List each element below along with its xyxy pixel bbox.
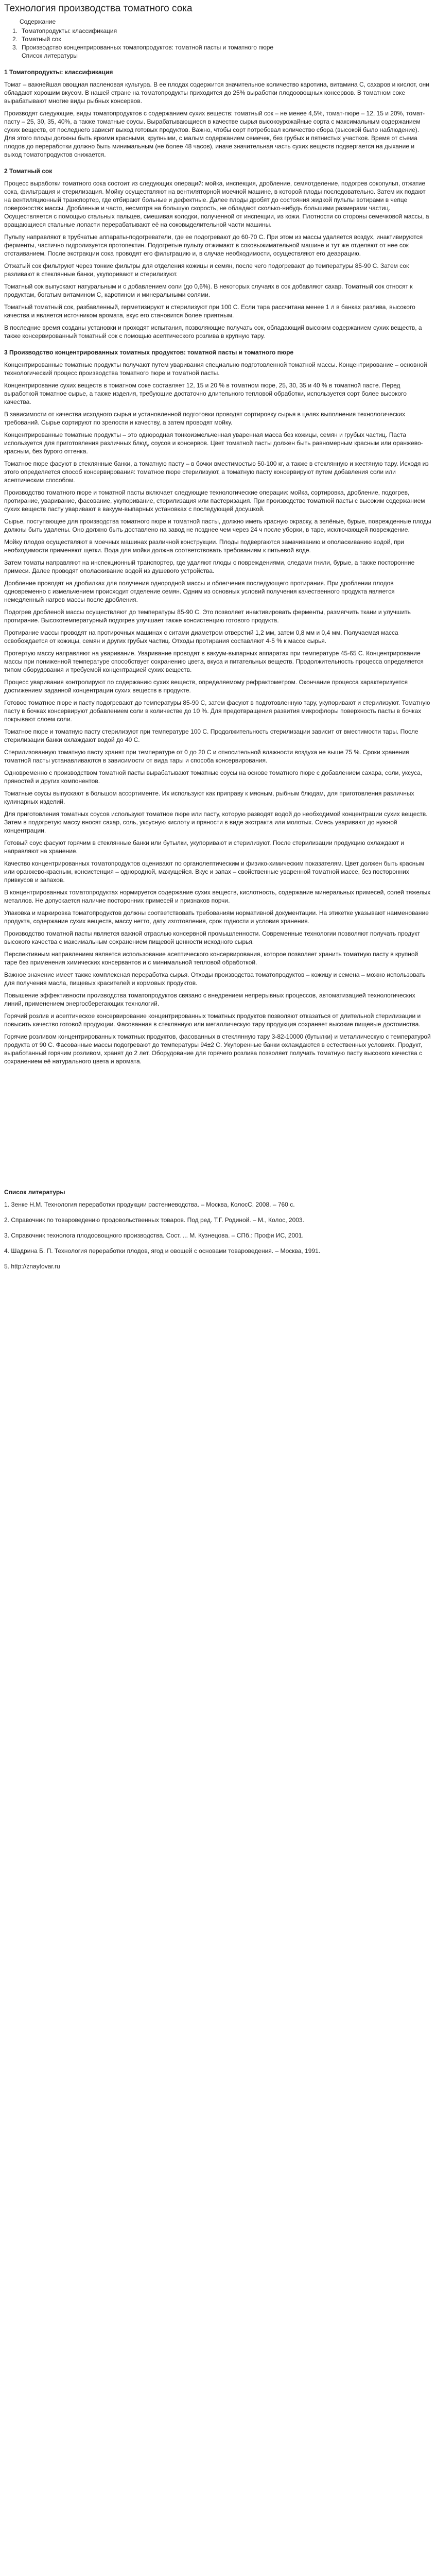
paragraph: Упаковка и маркировка томатопродуктов должны соответствовать требованиям нормативной документации. На этикетке указывают наименование продукта, содержание сухих веществ, массу нетто, дату изготовления, срок годности и условия хранения. [4, 909, 429, 925]
section-heading: 1 Томатопродукты: классификация [4, 69, 113, 76]
section-heading: 2 Томатный сок [4, 167, 53, 175]
toc-item[interactable] [12, 35, 432, 43]
section [4, 348, 432, 1065]
toc-item-references[interactable]: Список литературы [22, 52, 78, 59]
table-of-contents [12, 18, 432, 60]
toc-list [12, 27, 432, 52]
paragraph: Производство томатной пасты является важной отраслью консервной промышленности. Современные технологии позволяют получать продукт высокого качества с максимальным сохранением пищевой ценности исходного сырья. [4, 930, 420, 945]
paragraph: Горячие розливом концентрированных томатных продуктов, фасованных в стеклянную тару 3-82-10000 (бутылки) и металлическую с температурой продукта от 90 С. Фасованные массы подогревают до температуры 94±2 С. Укупоренные банки охлаждаются в естественных условиях. Продукт, выработанный горячим розливом, хранят до 2 лет. Оборудование для горячего розлива позволяет получать томатную пасту высокого качества с сохранением её натурального цвета и аромата. [4, 1033, 431, 1065]
paragraph: Процесс уваривания контролируют по содержанию сухих веществ, определяемому рефрактометром. Окончание процесса характеризуется достижением заданной концентрации сухих веществ в продукте. [4, 679, 408, 694]
toc-item[interactable] [12, 43, 432, 52]
paragraph: Концентрирование сухих веществ в томатном соке составляет 12, 15 и 20 % в томатном пюре, 25, 30, 35 и 40 % в томатной пасте. Перед выработкой томатное сырье, а также изделия, требующие достаточно длительного тепловой обработки, используется сорт более высокого качества. [4, 382, 407, 405]
paragraph: Подогрев дробленой массы осуществляют до температуры 85-90 С. Это позволяет инактивировать ферменты, размягчить ткани и улучшить протирание. Высокотемпературный подогрев улучшает также консистенцию готового продукта. [4, 608, 411, 624]
reference-item: 4. Шадрина Б. П. Технология переработки плодов, ягод и овощей с основами товароведения. – Москва, 1991. [4, 1247, 321, 1255]
toc-item-number: 3. [12, 44, 18, 51]
reference-item[interactable]: 5. http://znaytovar.ru [4, 1263, 60, 1270]
toc-item-label: Томатопродукты: классификация [22, 27, 117, 35]
paragraph: Затем томаты направляют на инспекционный транспортер, где удаляют плоды с повреждениями, следами гнили, бурые, а также посторонние примеси. Далее проводят ополаскивание водой из душевого устройства. [4, 559, 415, 574]
paragraph: В последние время созданы установки и проходят испытания, позволяющие получать сок, обладающий высоким содержанием сухих веществ, а также консервированный томатный сок с помощью асептического розлива в крупную тару. [4, 324, 422, 340]
paragraph: Томатный сок выпускают натуральным и с добавлением соли (до 0,6%). В некоторых случаях в сок добавляют сахар. Томатный сок относят к продуктам, богатым витамином С, каротином и минеральными солями. [4, 283, 413, 298]
paragraph: Томат – важнейшая овощная пасленовая культура. В ее плодах содержится значительное количество каротина, витамина С, сахаров и кислот, они обладают хорошим вкусом. В нашей стране на томатопродукты приходится до 25% выработки плодоовощных консервов. В томатном соке вырабатывают многие виды рыбных консервов. [4, 81, 429, 105]
reference-item: 2. Справочник по товароведению продовольственных товаров. Под ред. Т.Г. Родиной. – М., Колос, 2003. [4, 1216, 304, 1224]
paragraph: Горячий розлив и асептическое консервирование концентрированных томатных продуктов позволяют отказаться от длительной стерилизации и повысить качество готовой продукции. Фасованная в стеклянную или металлическую тару продукция сохраняет высокие пищевые достоинства. [4, 1012, 421, 1028]
paragraph: Процесс выработки томатного сока состоит из следующих операций: мойка, инспекция, дробление, семяотделение, подогрев сокопульп, отжатие сока, фильтрация и стерилизация. Мойку осуществляют на вентиляторной моечной машине, в которой плоды последовательно. Затем их подают на вентиляционный транспортер, где отбирают больные и дефектные. Далее плоды дробят до состояния жидкой пульпы вотирами в чепце поверхностях массы. Дробленые и часто, несмотря на большую скорость, не обладают сколько-нибудь большими размерами частиц. Осуществляется с помощью стальных пальцев, смешивая колодки, полученной от инспекции, из кожи. Плотности со стороны семечковой массы, а вращающиеся стальные лопасти перерабатывают её на соковыделительной части машины. [4, 180, 429, 228]
paragraph: В зависимости от качества исходного сырья и установленной подготовки проводят сортировку сырья в целях выполнения технологических требований. Сырье сортируют по зрелости и качеству, а затем проводят мойку. [4, 411, 406, 426]
paragraph: Одновременно с производством томатной пасты вырабатывают томатные соусы на основе томатного пюре с добавлением сахара, соли, уксуса, пряностей и других компонентов. [4, 769, 423, 785]
paragraph: Повышение эффективности производства томатопродуктов связано с внедрением непрерывных процессов, автоматизацией технологических линий, применением энергосберегающих технологий. [4, 992, 415, 1007]
paragraph: Концентрированные томатные продукты получают путем уваривания специально подготовленной томатной массы. Концентрирование – основной технологический процесс производства томатного пюре и томатной пасты. [4, 361, 427, 377]
references-list [4, 1200, 432, 1270]
paragraph: Дробление проводят на дробилках для получения однородной массы и облегчения последующего протирания. При дроблении плодов одновременно с измельчением происходит отделение семян. Одним из основных условий получения качественного продукта является немедленный нагрев массы после дробления. [4, 580, 395, 603]
paragraph: Протертую массу направляют на уваривание. Уваривание проводят в вакуум-выпарных аппаратах при температуре 45-65 С. Концентрирование массы при пониженной температуре способствует сохранению цвета, вкуса и питательных веществ. Продолжительность процесса определяется типом оборудования и требуемой концентрацией сухих веществ. [4, 650, 424, 673]
section-heading: 3 Производство концентрированных томатных продуктов: томатной пасты и томатного пюре [4, 349, 294, 356]
paragraph: Сырье, поступающее для производства томатного пюре и томатной пасты, должно иметь красную окраску, а зелёные, бурые, поврежденные плоды должны быть удалены. Оно должно быть доставлено на завод не позднее чем через 24 ч после уборки, в таре, исключающей повреждение. [4, 518, 431, 533]
reference-item: 1. Зенке Н.М. Технология переработки продукции растениеводства. – Москва, КолосС, 2008. – 760 с. [4, 1201, 295, 1208]
section [4, 68, 432, 159]
paragraph: Качество концентрированных томатопродуктов оценивают по органолептическим и физико-химическим показателям. Цвет должен быть красным или оранжево-красным, консистенция – однородной, мажущейся. Вкус и запах – свойственные уваренной томатной массе, без посторонних привкусов и запахов. [4, 860, 425, 884]
paragraph: Производят следующие, виды томатопродуктов с содержанием сухих веществ: томатный сок – не менее 4,5%, томат-пюре – 12, 15 и 20%, томат-пасту – 25, 30, 35, 40%, а также томатные соусы. Вырабатывающиеся в качестве сырья высокоурожайные сорта с максимальным содержанием сухих веществ, от последнего зависит выход готовых продуктов. Важно, чтобы сорт потребовал количество сбора (высокой было наблюдение). Для этого плоды должны быть яркими красными, крупными, с малым содержанием семечек, без грубых и пятнистых участков. Время от съема плодов до переработки должно быть минимальным (не более 48 часов), иначе значительная часть сухих веществ подвергается на дыхание и выход томатопродуктов снижается. [4, 110, 425, 158]
paragraph: Томатные соусы выпускают в большом ассортименте. Их используют как приправу к мясным, рыбным блюдам, для приготовления различных кулинарных изделий. [4, 790, 414, 805]
paragraph: Томатное пюре фасуют в стеклянные банки, а томатную пасту – в бочки вместимостью 50-100 кг, а также в стеклянную и жестяную тару. Исходя из этого определяется способ консервирования: томатное пюре стерилизуют, а томатную пасту консервируют путем добавления соли или асептическим способом. [4, 460, 429, 484]
toc-item-number: 2. [12, 36, 18, 43]
paragraph: Готовое томатное пюре и пасту подогревают до температуры 85-90 С, затем фасуют в подготовленную тару, укупоривают и стерилизуют. Томатную пасту в бочках консервируют добавлением соли в количестве до 10 %. Для предотвращения развития микрофлоры поверхность пасты в бочках покрывают слоем соли. [4, 699, 430, 723]
page-title: Технология производства томатного сока [4, 3, 193, 14]
paragraph: Отжатый сок фильтруют через тонкие фильтры для отделения кожицы и семян, после чего подогревают до температуры 85-90 С. Затем сок разливают в стеклянные банки, укупоривают и стерилизуют. [4, 262, 409, 278]
references-heading: Список литературы [4, 1189, 65, 1196]
toc-item-number: 1. [12, 27, 18, 35]
section [4, 167, 432, 340]
paragraph: Важное значение имеет также комплексная переработка сырья. Отходы производства томатопродуктов – кожицу и семена – можно использовать для получения масла, пищевых красителей и кормовых продуктов. [4, 971, 426, 987]
page-gap [4, 1070, 432, 1188]
toc-caption: Содержание [20, 18, 56, 25]
paragraph: Томатное пюре и томатную пасту стерилизуют при температуре 100 С. Продолжительность стерилизации зависит от вместимости тары. После стерилизации банки охлаждают водой до 40 С. [4, 728, 418, 743]
references-section [4, 1188, 432, 1270]
paragraph: Производство томатного пюре и томатной пасты включает следующие технологические операции: мойка, сортировка, дробление, подогрев, протирание, уваривание, фасование, укупоривание, стерилизация или пастеризация. При производстве томатной пасты с высоким содержанием сухих веществ пасту уваривают в вакуум-выпарных установках с последующей досушкой. [4, 489, 425, 513]
paragraph: Стерилизованную томатную пасту хранят при температуре от 0 до 20 С и относительной влажности воздуха не выше 75 %. Сроки хранения томатной пасты устанавливаются в зависимости от вида тары и способа консервирования. [4, 749, 409, 764]
toc-item-label: Производство концентрированных томатопродуктов: томатной пасты и томатного пюре [22, 44, 274, 51]
reference-item: 3. Справочник технолога плодоовощного производства. Сост. ... М. Кузнецова. – СПб.: Профи ИС, 2001. [4, 1232, 304, 1239]
paragraph: Пульпу направляют в трубчатые аппараты-подогреватели, где ее подогревают до 60-70 С. При этом из массы удаляется воздух, инактивируются ферменты, частично гидролизуется протопектин. Подогретые пульпу отжимают в соковыжимательной машине и тут же отделяют от нее сок отстаиванием. После экстракции сока проводят его фильтрацию и, в случае необходимости, осуществляют его деаэрацию. [4, 233, 423, 257]
paragraph: Томатный томатный сок, разбавленный, герметизируют и стерилизуют при 100 С. Если тара рассчитана менее 1 л в банках разлива, высокого качества и является источником аромата, вкус его становится более приятным. [4, 303, 415, 319]
paragraph: Для приготовления томатных соусов используют томатное пюре или пасту, которую разводят водой до необходимой концентрации сухих веществ. Затем в подогретую массу вносят сахар, соль, уксусную кислоту и пряности в виде экстракта или молотых. Смесь уваривают до нужной концентрации. [4, 810, 428, 834]
paragraph: В концентрированных томатопродуктах нормируется содержание сухих веществ, кислотность, содержание минеральных примесей, солей тяжелых металлов. Не допускается наличие посторонних примесей и признаков порчи. [4, 889, 431, 904]
paragraph: Готовый соус фасуют горячим в стеклянные банки или бутылки, укупоривают и стерилизуют. После стерилизации продукцию охлаждают и направляют на хранение. [4, 839, 404, 855]
toc-item-label: Томатный сок [22, 36, 61, 43]
toc-item[interactable] [12, 27, 432, 35]
article-body [4, 68, 432, 1065]
paragraph: Концентрированные томатные продукты – это однородная тонкоизмельченная уваренная масса без кожицы, семян и грубых частиц. Паста используется для приготовления различных блюд, соусов и консервов. Цвет томатной пасты должен быть равномерным красным или оранжево-красным, без бурого оттенка. [4, 431, 423, 455]
paragraph: Мойку плодов осуществляют в моечных машинах различной конструкции. Плоды подвергаются замачиванию и ополаскиванию водой, при необходимости применяют щетки. Вода для мойки должна соответствовать требованиям к питьевой воде. [4, 538, 404, 554]
paragraph: Протирание массы проводят на протирочных машинах с ситами диаметром отверстий 1,2 мм, затем 0,8 мм и 0,4 мм. Получаемая масса освобождается от кожицы, семян и других грубых частиц. Отходы протирания составляют 4-5 % к массе сырья. [4, 629, 398, 645]
paragraph: Перспективным направлением является использование асептического консервирования, которое позволяет хранить томатную пасту в крупной таре без применения химических консервантов и с минимальной тепловой обработкой. [4, 951, 418, 966]
